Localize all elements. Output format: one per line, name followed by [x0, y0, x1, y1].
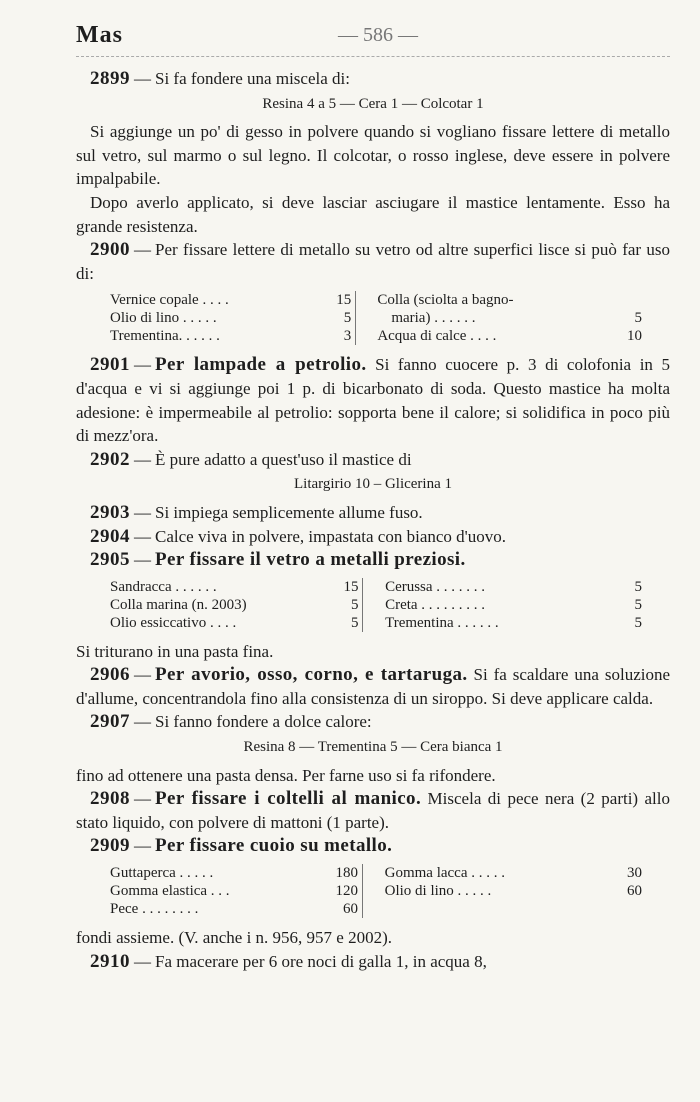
ingredient: Trementina. . . . . .: [110, 328, 220, 345]
entry-2906: [76, 663, 670, 710]
quantity: [605, 900, 646, 918]
ingredient: Gomma lacca . . . . .: [384, 865, 505, 882]
entry-heading: Per avorio, osso, corno, e tartaruga.: [155, 664, 468, 686]
quantity: 120: [335, 883, 359, 900]
quantity: 30: [627, 865, 642, 882]
ingredient: Trementina . . . . . .: [385, 614, 499, 631]
entry-number: 2905: [90, 549, 130, 571]
entry-heading: Per fissare il vetro a metalli preziosi.: [155, 549, 466, 571]
entry-number: 2908: [90, 788, 130, 810]
quantity: 15: [343, 578, 359, 595]
table-row: [106, 309, 646, 327]
table-row: [106, 864, 646, 882]
entry-2909: [76, 834, 670, 858]
dash: —: [134, 240, 151, 260]
dash: —: [134, 951, 151, 971]
table-row: [106, 614, 646, 632]
entry-number: 2902: [90, 448, 130, 470]
entry-number: 2899: [90, 68, 130, 89]
entry-text: Si fanno cuocere p. 3 di colofonia in 5 d'acqua e vi si aggiunge poi 1 p. di bicarbonato di soda. Questo mastice ha molta adesione: è impermeabile al petrolio: sopporta bene il calore; si solidifica in poco più di mezz'ora.: [76, 355, 671, 446]
entry-text: Calce viva in polvere, impastata con bianco d'uovo.: [155, 526, 506, 546]
entry-2907: [76, 710, 670, 734]
column-divider: [363, 900, 381, 918]
ingredient: Colla (sciolta a bagno-: [377, 292, 514, 309]
page-header: [76, 18, 670, 48]
entry-2908: [76, 787, 670, 834]
dash: —: [134, 836, 151, 856]
entry-heading: Per fissare cuoio su metallo.: [155, 835, 393, 857]
entry-text: Si fa scaldare una soluzione d'allume, concentrandola fino alla consistenza di un siroppo. Si deve applicare calda.: [76, 665, 671, 708]
ingredient: Colla marina (n. 2003): [110, 596, 247, 613]
ingredient: [381, 900, 605, 918]
table-row: [106, 882, 646, 900]
column-divider: [363, 882, 381, 900]
column-divider: [356, 309, 374, 327]
quantity: 180: [335, 865, 359, 882]
paragraph: fondi assieme. (V. anche i n. 956, 957 e 2002).: [76, 928, 393, 948]
dash: —: [134, 712, 151, 732]
formula-2902: Litargirio 10 – Glicerina 1: [293, 476, 452, 493]
quantity: 5: [350, 614, 359, 631]
entry-heading: Per lampade a petrolio.: [155, 354, 367, 376]
quantity: 5: [634, 310, 642, 327]
ingredient: Vernice copale . . . .: [110, 292, 229, 309]
ingredients-table-2905: [106, 578, 646, 632]
entry-2902: [76, 448, 670, 472]
quantity: 3: [343, 328, 352, 345]
dash: —: [134, 789, 151, 809]
dash: —: [134, 355, 151, 375]
entry-2900: [76, 238, 670, 285]
ingredient: Pece . . . . . . . .: [110, 901, 199, 918]
entry-number: 2910: [90, 950, 130, 972]
paragraph: Si triturano in una pasta fina.: [76, 641, 274, 661]
entry-text: È pure adatto a quest'uso il mastice di: [155, 449, 412, 469]
ingredient: Sandracca . . . . . .: [110, 578, 217, 595]
entry-2901: [76, 353, 670, 447]
entry-number: 2909: [90, 835, 130, 857]
entry-number: 2900: [90, 239, 130, 261]
entry-text: Si fa fondere una miscela di:: [155, 69, 350, 88]
entry-2903: [76, 501, 670, 525]
column-divider: [356, 327, 374, 345]
column-divider: [363, 864, 381, 882]
ingredient: Acqua di calce . . . .: [377, 328, 497, 345]
column-divider: [356, 291, 374, 309]
entry-number: 2904: [90, 525, 130, 547]
running-head-word: Mas: [76, 22, 123, 48]
entry-text: Fa macerare per 6 ore noci di galla 1, in acqua 8,: [155, 951, 487, 971]
entry-2899: [76, 67, 670, 91]
paragraph: Dopo averlo applicato, si deve lasciar asciugare il mastice lentamente. Esso ha grande resistenza.: [76, 192, 670, 236]
entry-text: Si impiega semplicemente allume fuso.: [155, 502, 423, 522]
table-row: [106, 291, 646, 309]
ingredients-table-2900: [106, 291, 646, 345]
entry-2905: [76, 548, 670, 572]
dash: —: [134, 449, 151, 469]
header-rule: [76, 56, 670, 57]
page-number: — 586 —: [338, 24, 418, 46]
ingredient: Guttaperca . . . . .: [110, 865, 214, 882]
entry-number: 2903: [90, 501, 130, 523]
entry-text: Miscela di pece nera (2 parti) allo stato liquido, con polvere di mattoni (1 parte).: [76, 789, 671, 832]
quantity: 5: [343, 310, 352, 327]
dash: —: [134, 526, 151, 546]
entry-text: Per fissare lettere di metallo su vetro od altre superfici lisce si può far uso di:: [76, 240, 670, 283]
entry-number: 2907: [90, 711, 130, 733]
dash: —: [134, 69, 151, 88]
ingredient: Creta . . . . . . . . .: [385, 596, 486, 613]
entry-number: 2906: [90, 664, 130, 686]
table-row: [106, 327, 646, 345]
table-row: [106, 596, 646, 614]
ingredient: Olio essiccativo . . . .: [110, 614, 237, 631]
quantity: 15: [336, 292, 352, 309]
table-row: [106, 900, 646, 918]
formula-2899: Resina 4 a 5 — Cera 1 — Colcotar 1: [262, 95, 484, 112]
ingredient: Olio di lino . . . . .: [384, 883, 492, 900]
quantity: 5: [634, 578, 642, 595]
dash: —: [134, 502, 151, 522]
column-divider: [363, 614, 381, 632]
entry-2904: [76, 525, 670, 549]
table-row: [106, 578, 646, 596]
ingredient: Cerussa . . . . . . .: [385, 578, 486, 595]
quantity: [606, 291, 646, 309]
quantity: 10: [627, 328, 642, 345]
quantity: 5: [350, 596, 359, 613]
entry-heading: Per fissare i coltelli al manico.: [155, 788, 422, 810]
entry-number: 2901: [90, 354, 130, 376]
ingredient: Olio di lino . . . . .: [110, 310, 217, 327]
quantity: 60: [627, 883, 642, 900]
quantity: 5: [634, 596, 642, 613]
dash: —: [134, 665, 151, 685]
formula-2907: Resina 8 — Trementina 5 — Cera bianca 1: [243, 739, 503, 756]
entry-2910: [76, 950, 670, 974]
entry-text: Si fanno fondere a dolce calore:: [155, 712, 372, 732]
ingredient: maria) . . . . . .: [391, 310, 476, 327]
quantity: 60: [343, 901, 359, 918]
column-divider: [363, 578, 381, 596]
ingredients-table-2909: [106, 864, 646, 918]
dash: —: [134, 550, 151, 570]
paragraph: fino ad ottenere una pasta densa. Per farne uso si fa rifondere.: [76, 765, 496, 785]
column-divider: [363, 596, 381, 614]
ingredient: Gomma elastica . . .: [110, 883, 230, 900]
paragraph: Si aggiunge un po' di gesso in polvere quando si vogliano fissare lettere di metallo sul vetro, sul marmo o sul legno. Il colcotar, o rosso inglese, deve essere in polvere impalpabile.: [76, 122, 670, 189]
quantity: 5: [634, 614, 642, 631]
